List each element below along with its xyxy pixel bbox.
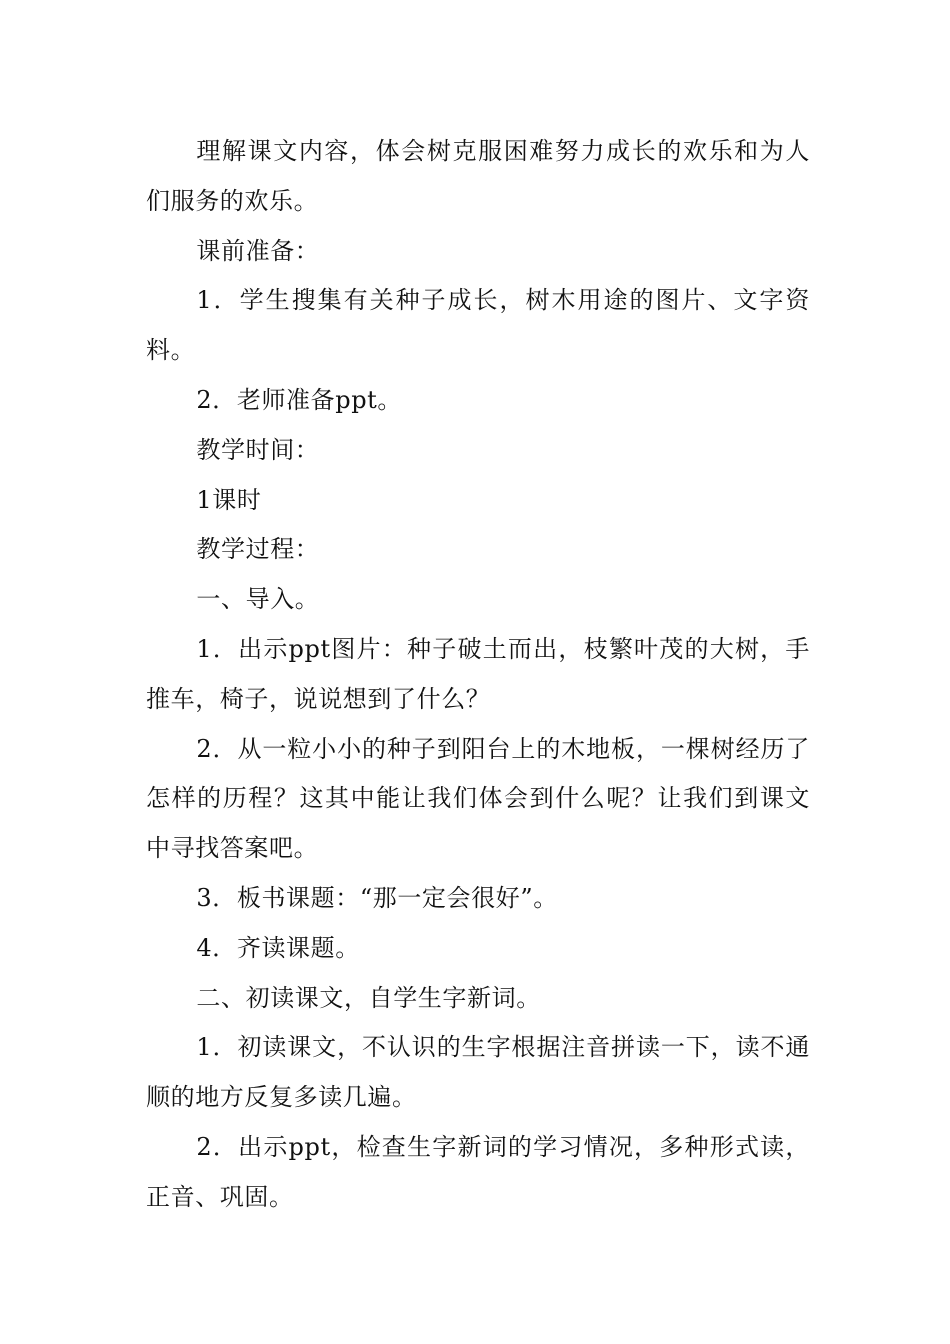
heading-teaching-time: 教学时间： xyxy=(196,435,320,464)
paragraph-intro-1: 1．出示ppt图片：种子破土而出，枝繁叶茂的大树，手推车，椅子，说说想到了什么？ xyxy=(146,634,810,713)
paragraph-first-reading-2: 2．出示ppt，检查生字新词的学习情况，多种形式读，正音、巩固。 xyxy=(146,1132,810,1211)
heading-preparation: 课前准备： xyxy=(196,236,320,265)
document-body xyxy=(146,127,810,1223)
heading-teaching-process: 教学过程： xyxy=(196,535,320,564)
paragraph-teaching-time: 1课时 xyxy=(196,485,262,514)
paragraph-intro-2: 2．从一粒小小的种子到阳台上的木地板，一棵树经历了怎样的历程？这其中能让我们体会到什么呢？让我们到课文中寻找答案吧。 xyxy=(146,734,810,863)
paragraph-preparation-1: 1．学生搜集有关种子成长，树木用途的图片、文字资料。 xyxy=(146,286,810,365)
paragraph-first-reading-1: 1．初读课文，不认识的生字根据注音拼读一下，读不通顺的地方反复多读几遍。 xyxy=(146,1033,810,1112)
paragraph-objective: 理解课文内容，体会树克服困难努力成长的欢乐和为人们服务的欢乐。 xyxy=(146,137,810,215)
paragraph-preparation-2: 2．老师准备ppt。 xyxy=(196,385,403,414)
paragraph-intro-4: 4．齐读课题。 xyxy=(196,933,360,962)
paragraph-intro-3: 3．板书课题：“那一定会很好”。 xyxy=(196,883,558,912)
heading-section-intro: 一、导入。 xyxy=(196,585,320,614)
heading-section-first-reading: 二、初读课文，自学生字新词。 xyxy=(196,983,541,1012)
